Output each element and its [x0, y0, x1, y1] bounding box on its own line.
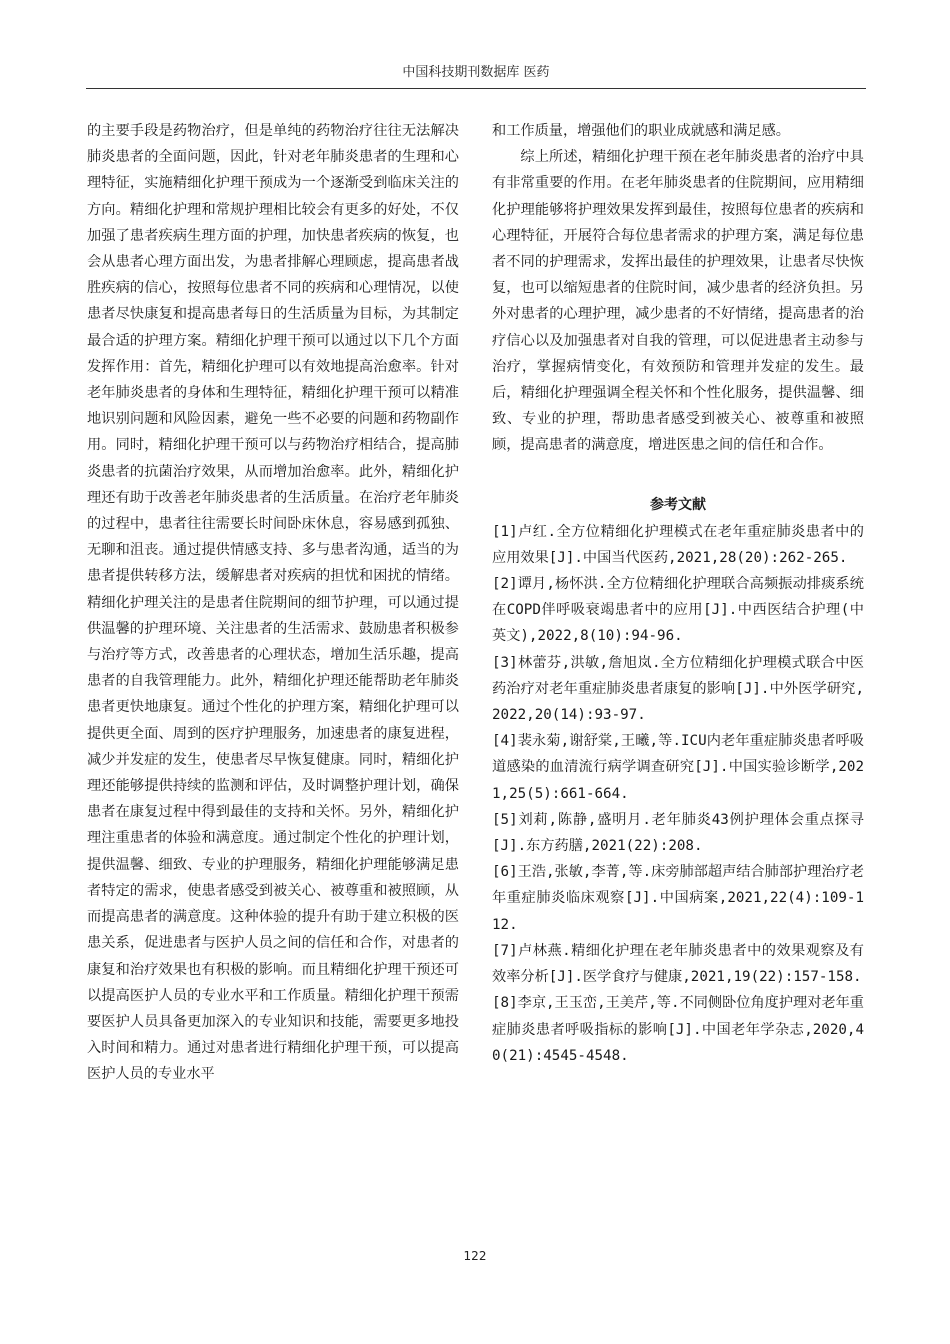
reference-item: [4]裴永菊,谢舒棠,王曦,等.ICU内老年重症肺炎患者呼吸道感染的血清流行病学调查研究[J].中国实验诊断学,2021,25(5):661-664.: [492, 733, 864, 802]
references-heading: 参考文献: [650, 496, 706, 513]
journal-title: 中国科技期刊数据库 医药: [402, 65, 550, 80]
left-column: [87, 118, 459, 1088]
reference-item: [5]刘莉,陈静,盛明月.老年肺炎43例护理体会重点探寻[J].东方药膳,2021(22):208.: [492, 811, 864, 855]
page-number: 122: [463, 1249, 487, 1263]
reference-item: [7]卢林燕.精细化护理在老年肺炎患者中的效果观察及有效率分析[J].医学食疗与健康,2021,19(22):157-158.: [492, 942, 864, 986]
running-header: [86, 62, 866, 89]
reference-item: [6]王浩,张敏,李菁,等.床旁肺部超声结合肺部护理治疗老年重症肺炎临床观察[J].中国病案,2021,22(4):109-112.: [492, 864, 864, 933]
reference-item: [2]谭月,杨怀洪.全方位精细化护理联合高频振动排痰系统在COPD伴呼吸衰竭患者中的应用[J].中西医结合护理(中英文),2022,8(10):94-96.: [492, 576, 864, 645]
conclusion-paragraph: 综上所述，精细化护理干预在老年肺炎患者的治疗中具有非常重要的作用。在老年肺炎患者的住院期间，应用精细化护理能够将护理效果发挥到最佳，按照每位患者的疾病和心理特征，开展符合每位患者需求的护理方案，满足每位患者不同的护理需求，发挥出最佳的护理效果，让患者尽快恢复，也可以缩短患者的住院时间，减少患者的经济负担。另外对患者的心理护理，减少患者的不好情绪，提高患者的治疗信心以及加强患者对自我的管理，可以促进患者主动参与治疗，掌握病情变化，有效预防和管理并发症的发生。最后，精细化护理强调全程关怀和个性化服务，提供温馨、细致、专业的护理，帮助患者感受到被关心、被尊重和被照顾，提高患者的满意度，增进医患之间的信任和合作。: [492, 149, 864, 454]
right-column: [492, 118, 864, 1069]
reference-item: [3]林蕾芬,洪敏,詹旭岚.全方位精细化护理模式联合中医药治疗对老年重症肺炎患者康复的影响[J].中外医学研究,2022,20(14):93-97.: [492, 654, 864, 724]
reference-item: [8]李京,王玉峦,王美芹,等.不同侧卧位角度护理对老年重症肺炎患者呼吸指标的影响[J].中国老年学杂志,2020,40(21):4545-4548.: [492, 995, 864, 1064]
reference-item: [1]卢红.全方位精细化护理模式在老年重症肺炎患者中的应用效果[J].中国当代医药,2021,28(20):262-265.: [492, 523, 864, 566]
body-paragraph: 的主要手段是药物治疗，但是单纯的药物治疗往往无法解决肺炎患者的全面问题，因此，针对老年肺炎患者的生理和心理特征，实施精细化护理干预成为一个逐渐受到临床关注的方向。精细化护理和常规护理相比较会有更多的好处，不仅加强了患者疾病生理方面的护理，加快患者疾病的恢复，也会从患者心理方面出发，为患者排解心理顾虑，提高患者战胜疾病的信心，按照每位患者不同的疾病和心理情况，以使患者尽快康复和提高患者每日的生活质量为目标，为其制定最合适的护理方案。精细化护理干预可以通过以下几个方面发挥作用：首先，精细化护理可以有效地提高治愈率。针对老年肺炎患者的身体和生理特征，精细化护理干预可以精准地识别问题和风险因素，避免一些不必要的问题和药物副作用。同时，精细化护理干预可以与药物治疗相结合，提高肺炎患者的抗菌治疗效果，从而增加治愈率。此外，精细化护理还有助于改善老年肺炎患者的生活质量。在治疗老年肺炎的过程中，患者往往需要长时间卧床休息，容易感到孤独、无聊和沮丧。通过提供情感支持、多与患者沟通，适当的为患者提供转移方法，缓解患者对疾病的担忧和困扰的情绪。精细化护理关注的是患者住院期间的细节护理，可以通过提供温馨的护理环境、关注患者的生活需求、鼓励患者积极参与治疗等方式，改善患者的心理状态，增加生活乐趣，提高患者的自我管理能力。此外，精细化护理还能帮助老年肺炎患者更快地康复。通过个性化的护理方案，精细化护理可以提供更全面、周到的医疗护理服务，加速患者的康复进程，减少并发症的发生，使患者尽早恢复健康。同时，精细化护理还能够提供持续的监测和评估，及时调整护理计划，确保患者在康复过程中得到最佳的支持和关怀。另外，精细化护理注重患者的体验和满意度。通过制定个性化的护理计划，提供温馨、细致、专业的护理服务，精细化护理能够满足患者特定的需求，使患者感受到被关心、被尊重和被照顾，从而提高患者的满意度。这种体验的提升有助于建立积极的医患关系，促进患者与医护人员之间的信任和合作，对患者的康复和治疗效果也有积极的影响。而且精细化护理干预还可以提高医护人员的专业水平和工作质量。精细化护理干预需要医护人员具备更加深入的专业知识和技能，需要更多地投入时间和精力。通过对患者进行精细化护理干预，可以提高医护人员的专业水平: [87, 123, 459, 1083]
body-paragraph-continuation: 和工作质量，增强他们的职业成就感和满足感。: [492, 123, 790, 139]
